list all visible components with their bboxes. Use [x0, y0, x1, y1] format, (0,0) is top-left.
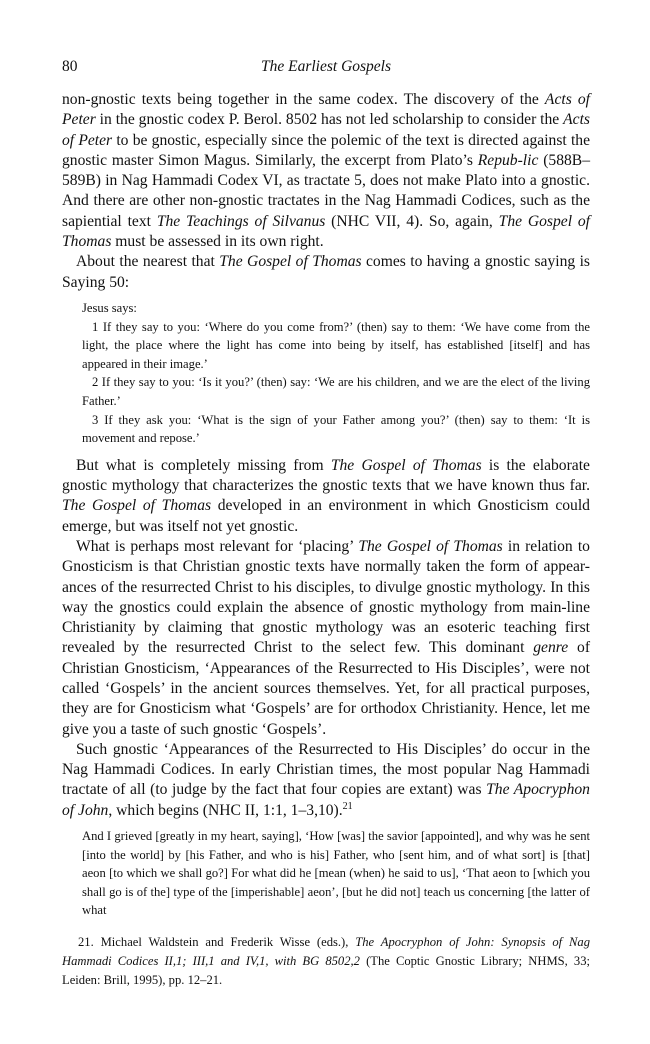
text-run: of Christian Gnosticism, ‘Appearances of the Resurrected to His Disciples’, were not called ‘Gospels’ in the ancient sources themselves. Yet, for all practical purposes, they are for Gnosticism what ‘Gospels’ are for orthodox Christianity. Hence, let me give you a taste of such gnostic ‘Gospels’. [62, 639, 591, 738]
italic-title: Acts of Peter [62, 91, 590, 129]
italic-title: genre [533, 639, 569, 657]
text-run: 21. Michael Waldstein and Frederik Wisse (eds.), [78, 935, 356, 949]
page-number: 80 [62, 58, 78, 75]
paragraph [62, 456, 590, 537]
quote-line: And I grieved [greatly in my heart, saying], ‘How [was] the savior [appointed], and why was he sent [into the world] by [his Father, and who is his] Father, who [sent him, and of what sort] is [that] aeon [to which we shall go?] For what did he [mean (when) he said to us], ‘That aeon to [which you shall go is of the] type of the [imperishable] aeon’, [but he did not] teach us concerning [the latter of what [82, 829, 590, 918]
italic-title: The Teachings of Silvanus [156, 212, 326, 230]
italic-title: Repub-lic [477, 151, 539, 169]
quote-line: Jesus says: [82, 300, 137, 315]
italic-title: The Gospel of Thomas [330, 456, 482, 474]
italic-title: The Apocryphon of John: Synopsis of Nag Hammadi Codices II,1; III,1 and IV,1, with BG 8502,2 [62, 935, 590, 968]
text-run: What is perhaps most relevant for ‘placing’ [76, 537, 359, 555]
italic-title: The Apocryphon of John [62, 781, 590, 819]
page-body [62, 58, 590, 928]
text-run: (The Coptic Gnostic Library; NHMS, 33; Leiden: Brill, 1995), pp. 12–21. [62, 954, 590, 987]
block-quote-saying-50 [82, 299, 590, 448]
italic-title: The Gospel of Thomas [62, 212, 591, 251]
text-run: in relation to Gnosticism is that Christian gnostic texts have normally taken the form of appear-ances of the resurrected Christ to his disciples, to divulge gnostic mythology. In this way the gnostics could explain the absence of gnostic mythology from main-line Christianity by claiming that gnostic mythology was an esoteric teaching first revealed by the resurrected Christ to the select few. This dominant [62, 537, 590, 657]
text-run: must be assessed in its own right. [111, 233, 324, 251]
paragraph [62, 740, 590, 821]
text-run: (588B–589B) in Nag Hammadi Codex VI, as tractate 5, does not make Plato into a gnostic. And there are other non-gnostic tractates in the Nag Hammadi Codices, such as the sapiential text [62, 151, 590, 230]
footnote-ref: 21 [342, 800, 353, 812]
text-run: non-gnostic texts being together in the same codex. The discovery of the [62, 91, 545, 108]
text-run: But what is completely missing from [76, 456, 331, 474]
quote-line: 1 If they say to you: ‘Where do you come from?’ (then) say to them: ‘We have come from the light, the place where the light has come into being by itself, has established [itself] and has appeared in their image.’ [82, 319, 590, 371]
text-run: About the nearest that [76, 253, 220, 271]
text-run: (NHC VII, 4). So, again, [325, 212, 499, 230]
quote-line: 2 If they say to you: ‘Is it you?’ (then) say: ‘We are his children, and we are the elect of the living Father.’ [82, 375, 590, 408]
running-title: The Earliest Gospels [260, 58, 392, 75]
block-quote-apocryphon [82, 827, 590, 920]
paragraph [62, 537, 590, 740]
italic-title: Acts of Peter [62, 111, 590, 149]
italic-title: The Gospel of Thomas [62, 497, 212, 515]
quote-line: 3 If they ask you: ‘What is the sign of your Father among you?’ (then) say to them: ‘It is movement and repose.’ [82, 412, 590, 446]
text-run: , which begins (NHC II, 1:1, 1–3,10). [108, 801, 343, 819]
text-run: comes to having a gnostic saying is Saying 50: [62, 253, 590, 291]
italic-title: The Gospel of Thomas [219, 253, 362, 271]
text-run: Such gnostic ‘Appearances of the Resurrected to His Disciples’ do occur in the Nag Hammadi Codices. In early Christian times, the most popular Nag Hammadi tractate of all (to judge by the fact that four copies are extant) was [62, 740, 590, 799]
text-run: in the gnostic codex P. Berol. 8502 has not led scholarship to consider the [95, 111, 564, 129]
italic-title: The Gospel of Thomas [358, 537, 503, 555]
text-run: to be gnostic, especially since the polemic of the text is directed against the gnostic master Simon Magus. Similarly, the excerpt from Plato’s [62, 131, 590, 169]
paragraph [62, 252, 590, 293]
text-run: developed in an environment in which Gnosticism could emerge, but was itself not yet gnostic. [62, 497, 590, 535]
text-run: is the elaborate gnostic mythology that characterizes the gnostic texts that we have known thus far. [62, 456, 590, 495]
page-header [62, 58, 590, 80]
paragraph [62, 90, 590, 252]
footnote-21 [62, 933, 590, 990]
